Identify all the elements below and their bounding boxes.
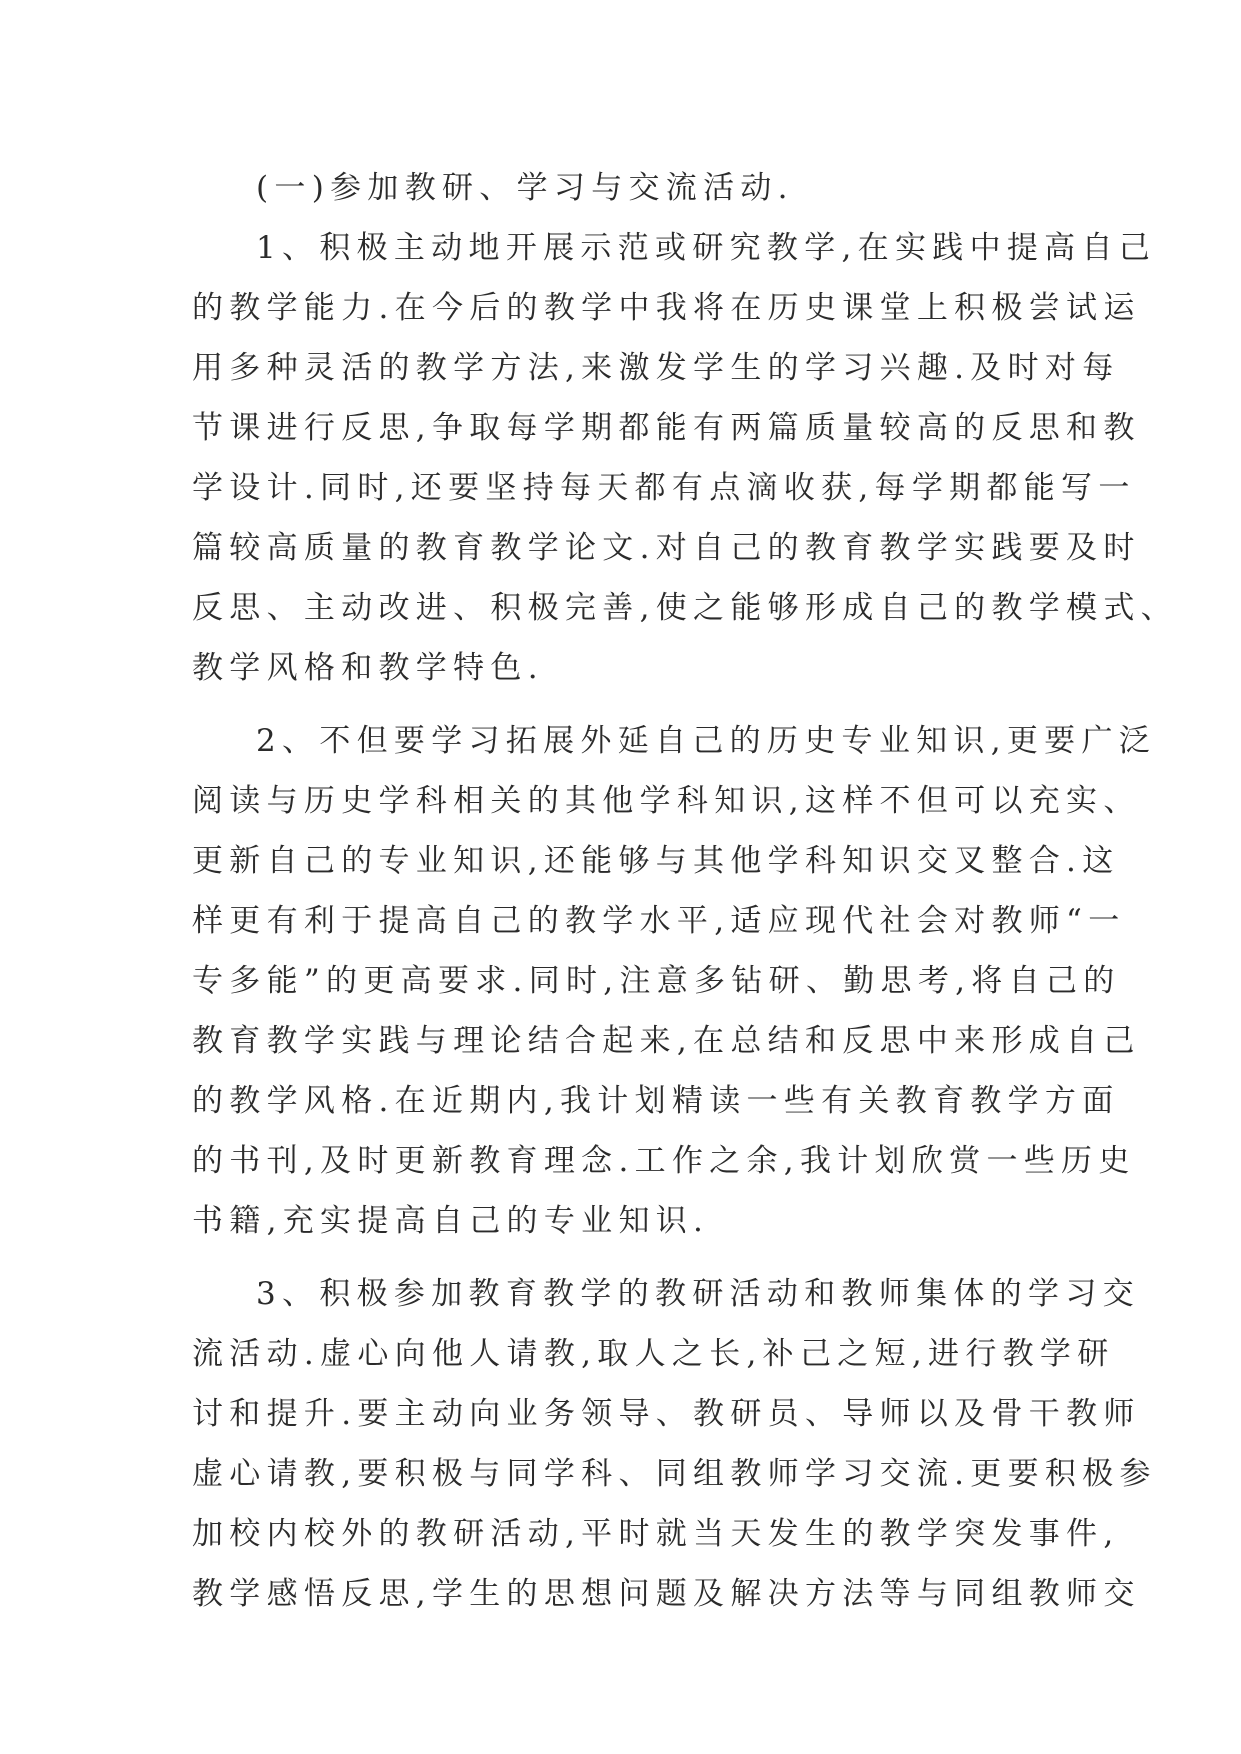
paragraph-line: 节课进行反思,争取每学期都能有两篇质量较高的反思和教 [192,410,1141,446]
paragraph-gap [192,698,1072,711]
document-body [192,158,1178,1624]
paragraph-line: 教学感悟反思,学生的思想问题及解决方法等与同组教师交 [192,1576,1141,1612]
paragraph-line: 3、积极参加教育教学的教研活动和教师集体的学习交 [256,1276,1140,1312]
paragraph-line: 篇较高质量的教育教学论文.对自己的教育教学实践要及时 [192,530,1141,566]
paragraph-1 [192,218,1178,698]
paragraph-line: 教学风格和教学特色. [192,650,544,686]
paragraph-line: 加校内校外的教研活动,平时就当天发生的教学突发事件, [192,1516,1120,1552]
paragraph-line: 专多能”的更高要求.同时,注意多钻研、勤思考,将自己的 [192,963,1121,999]
paragraph-line: 样更有利于提高自己的教学水平,适应现代社会对教师“一 [192,903,1126,939]
paragraph-line: 的教学风格.在近期内,我计划精读一些有关教育教学方面 [192,1083,1120,1119]
paragraph-line: 2、不但要学习拓展外延自己的历史专业知识,更要广泛 [256,723,1157,759]
paragraph-2 [192,711,1157,1251]
paragraph-line: 书籍,充实提高自己的专业知识. [192,1203,710,1239]
paragraph-3 [192,1264,1157,1624]
paragraph-line: 流活动.虚心向他人请教,取人之长,补己之短,进行教学研 [192,1336,1115,1372]
paragraph-line: 反思、主动改进、积极完善,使之能够形成自己的教学模式、 [192,590,1178,626]
paragraph-line: 1、积极主动地开展示范或研究教学,在实践中提高自己 [256,230,1157,266]
paragraph-line: 阅读与历史学科相关的其他学科知识,这样不但可以充实、 [192,783,1141,819]
section-heading: (一)参加教研、学习与交流活动. [256,170,794,206]
paragraph-line: 用多种灵活的教学方法,来激发学生的学习兴趣.及时对每 [192,350,1120,386]
paragraph-line: 虚心请教,要积极与同学科、同组教师学习交流.更要积极参 [192,1456,1157,1492]
paragraph-line: 的书刊,及时更新教育理念.工作之余,我计划欣赏一些历史 [192,1143,1136,1179]
paragraph-line: 讨和提升.要主动向业务领导、教研员、导师以及骨干教师 [192,1396,1141,1432]
paragraph-gap [192,1251,1072,1264]
paragraph-line: 教育教学实践与理论结合起来,在总结和反思中来形成自己 [192,1023,1141,1059]
paragraph-line: 的教学能力.在今后的教学中我将在历史课堂上积极尝试运 [192,290,1141,326]
paragraph-line: 更新自己的专业知识,还能够与其他学科知识交叉整合.这 [192,843,1120,879]
paragraph-line: 学设计.同时,还要坚持每天都有点滴收获,每学期都能写一 [192,470,1136,506]
